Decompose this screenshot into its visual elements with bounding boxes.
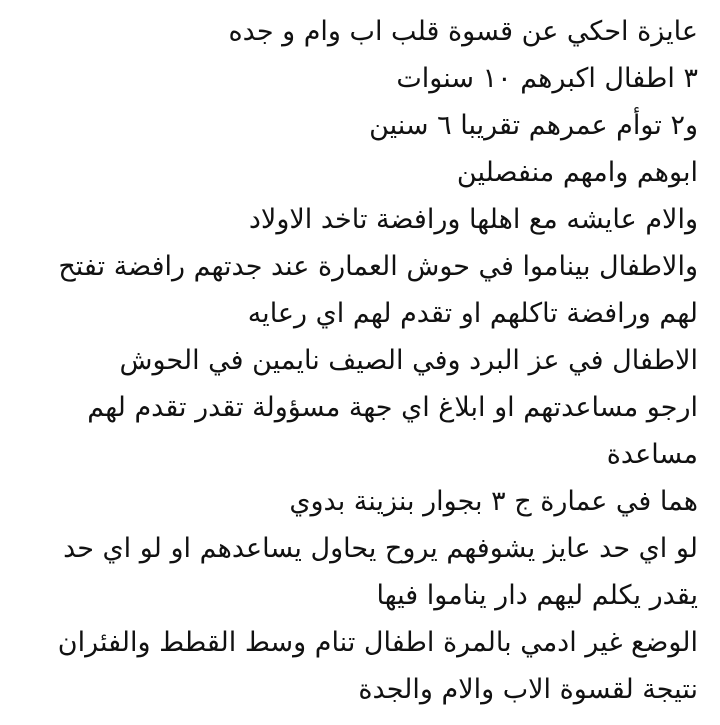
post-line: هما في عمارة ج ٣ بجوار بنزينة بدوي [289, 486, 698, 517]
post-line: والام عايشه مع اهلها ورافضة تاخد الاولاد [248, 204, 698, 235]
post-line: ارجو مساعدتهم او ابلاغ اي جهة مسؤولة تقدر تقدم لهم [87, 392, 698, 423]
post-line: ٣ اطفال اكبرهم ١٠ سنوات [396, 63, 698, 94]
post-line: يقدر يكلم ليهم دار يناموا فيها [376, 580, 698, 611]
post-line: عايزة احكي عن قسوة قلب اب وام و جده [228, 16, 698, 47]
post-line: لو اي حد عايز يشوفهم يروح يحاول يساعدهم او لو اي حد [63, 533, 698, 564]
post-line: لهم ورافضة تاكلهم او تقدم لهم اي رعايه [247, 298, 698, 329]
post-line: مساعدة [606, 439, 698, 470]
post-line: الوضع غير ادمي بالمرة اطفال تنام وسط القطط والفئران [57, 627, 698, 658]
post-line: الاطفال في عز البرد وفي الصيف نايمين في الحوش [119, 345, 698, 376]
post-text-body [8, 8, 698, 713]
post-line: والاطفال بيناموا في حوش العمارة عند جدتهم رافضة تفتح [58, 251, 698, 282]
post-line: و٢ توأم عمرهم تقريبا ٦ سنين [369, 110, 698, 141]
post-line: نتيجة لقسوة الاب والام والجدة [358, 674, 698, 705]
post-line: ابوهم وامهم منفصلين [456, 157, 698, 188]
